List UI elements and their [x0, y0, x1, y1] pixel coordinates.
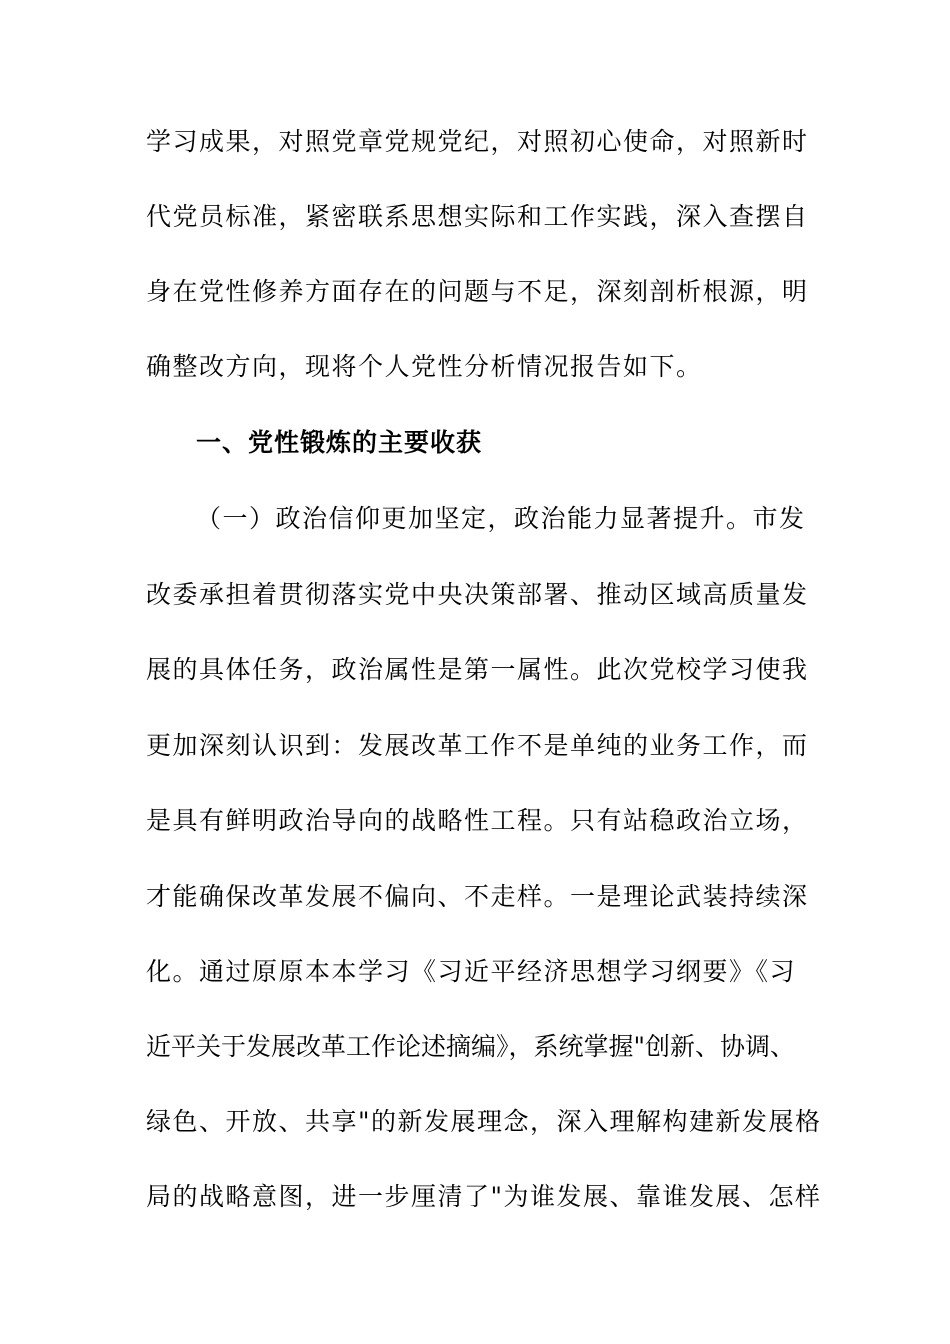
paragraph-line: 是具有鲜明政治导向的战略性工程。只有站稳政治立场， [146, 806, 809, 835]
paragraph-line: 学习成果，对照党章党规党纪，对照初心使命，对照新时 [146, 127, 809, 156]
paragraph-line: 更加深刻认识到：发展改革工作不是单纯的业务工作，而 [146, 731, 809, 760]
paragraph-line: 绿色、开放、共享"的新发展理念，深入理解构建新发展格 [146, 1107, 822, 1136]
paragraph-line: 改委承担着贯彻落实党中央决策部署、推动区域高质量发 [146, 580, 809, 609]
paragraph-line: 化。通过原原本本学习《习近平经济思想学习纲要》《习 [146, 957, 797, 986]
paragraph-line: （一）政治信仰更加坚定，政治能力显著提升。市发 [196, 504, 806, 533]
section-heading: 一、党性锻炼的主要收获 [196, 428, 483, 457]
paragraph-line: 展的具体任务，政治属性是第一属性。此次党校学习使我 [146, 655, 809, 684]
paragraph-line: 确整改方向，现将个人党性分析情况报告如下。 [146, 352, 703, 381]
paragraph-line: 代党员标准，紧密联系思想实际和工作实践，深入查摆自 [146, 202, 809, 231]
paragraph-line: 局的战略意图，进一步厘清了"为谁发展、靠谁发展、怎样 [146, 1182, 822, 1211]
paragraph-line: 身在党性修养方面存在的问题与不足，深刻剖析根源，明 [146, 277, 809, 306]
paragraph-line: 才能确保改革发展不偏向、不走样。一是理论武装持续深 [146, 882, 809, 911]
paragraph-line: 近平关于发展改革工作论述摘编》，系统掌握"创新、协调、 [146, 1032, 796, 1061]
